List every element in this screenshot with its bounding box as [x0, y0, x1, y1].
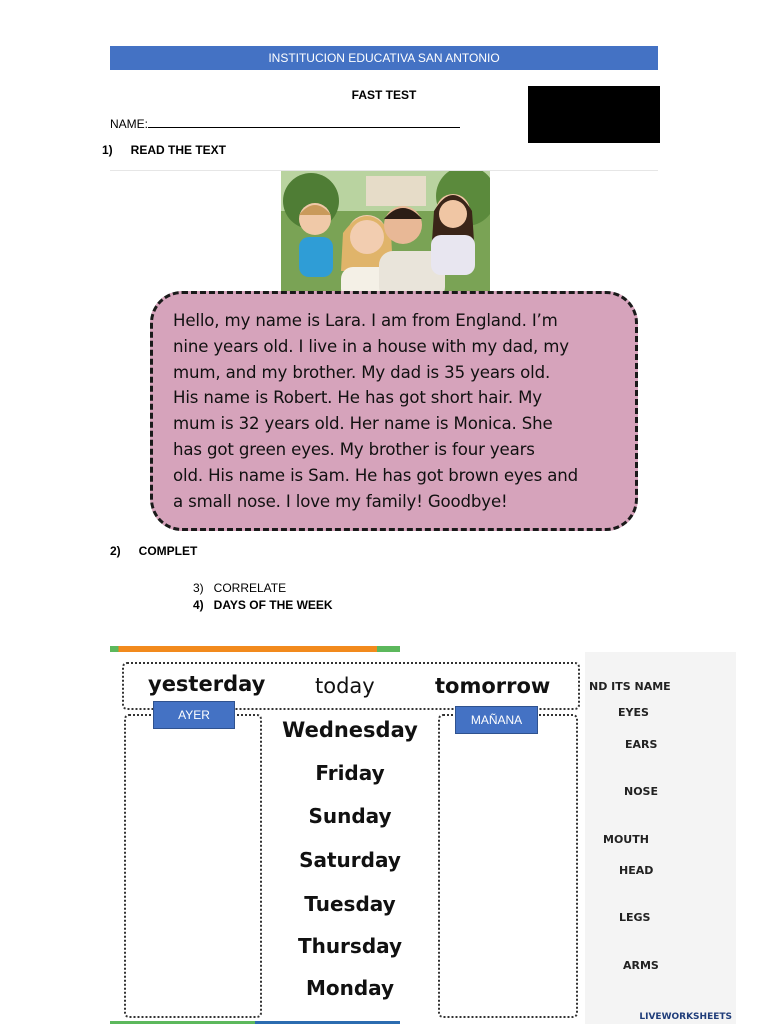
- body-part-label: EYES: [618, 706, 649, 719]
- section-complete: [110, 544, 197, 558]
- reading-line: old. His name is Sam. He has got brown eyes and: [173, 465, 578, 485]
- body-part-label: EARS: [625, 738, 658, 751]
- redacted-box: [528, 86, 660, 143]
- color-strip: [110, 646, 400, 652]
- name-underline: [148, 115, 460, 128]
- section-label: CORRELATE: [213, 581, 287, 595]
- section-label: READ THE TEXT: [130, 143, 227, 157]
- section-label: DAYS OF THE WEEK: [213, 598, 333, 612]
- answer-label-ayer[interactable]: AYER: [153, 701, 235, 729]
- reading-text-box: [150, 291, 638, 531]
- day-word: Wednesday: [282, 718, 418, 742]
- institution-name: INSTITUCION EDUCATIVA SAN ANTONIO: [268, 51, 500, 65]
- yesterday-answer-column: [124, 714, 262, 1018]
- section-read: [102, 143, 226, 157]
- section-correlate: [193, 581, 286, 595]
- days-worksheet: [110, 646, 736, 1024]
- header-tomorrow: tomorrow: [435, 674, 551, 698]
- header-today: today: [315, 674, 375, 698]
- day-word: Thursday: [297, 934, 403, 958]
- name-label: NAME:: [110, 117, 149, 131]
- day-word: Tuesday: [304, 892, 396, 916]
- name-field[interactable]: [110, 115, 460, 131]
- section-number: 2): [110, 544, 121, 558]
- day-word: Friday: [315, 761, 385, 785]
- reading-line: nine years old. I live in a house with my dad, my: [173, 336, 569, 356]
- section-days: [193, 598, 333, 612]
- body-part-label: NOSE: [624, 785, 658, 798]
- body-part-label: MOUTH: [603, 833, 649, 846]
- body-part-label: LEGS: [619, 911, 651, 924]
- body-part-label: ARMS: [623, 959, 659, 972]
- tomorrow-answer-column: [438, 714, 578, 1018]
- day-word: Monday: [305, 976, 395, 1000]
- page-title: FAST TEST: [351, 88, 417, 102]
- answer-label-manana[interactable]: MAÑANA: [455, 706, 538, 734]
- reading-line: mum is 32 years old. Her name is Monica. She: [173, 414, 553, 434]
- body-parts-title: ND ITS NAME: [589, 680, 671, 693]
- institution-header: [110, 46, 658, 70]
- liveworksheets-logo: [639, 1012, 732, 1022]
- section-label: COMPLET: [138, 544, 198, 558]
- family-photo: [281, 171, 490, 301]
- day-word: Saturday: [299, 848, 401, 872]
- section-number: 1): [102, 143, 113, 157]
- section-number: 4): [193, 598, 204, 612]
- day-word: Sunday: [308, 804, 392, 828]
- logo-text: LIVEWORKSHEETS: [639, 1012, 732, 1022]
- reading-line: Hello, my name is Lara. I am from England. I’m: [173, 311, 558, 330]
- section-number: 3): [193, 581, 204, 595]
- reading-line: a small nose. I love my family! Goodbye!: [173, 491, 508, 511]
- body-part-label: HEAD: [619, 864, 654, 877]
- reading-line: mum, and my brother. My dad is 35 years old.: [173, 362, 551, 382]
- reading-line: His name is Robert. He has got short hair. My: [173, 388, 542, 408]
- reading-line: has got green eyes. My brother is four years: [173, 439, 535, 459]
- header-yesterday: yesterday: [148, 672, 266, 696]
